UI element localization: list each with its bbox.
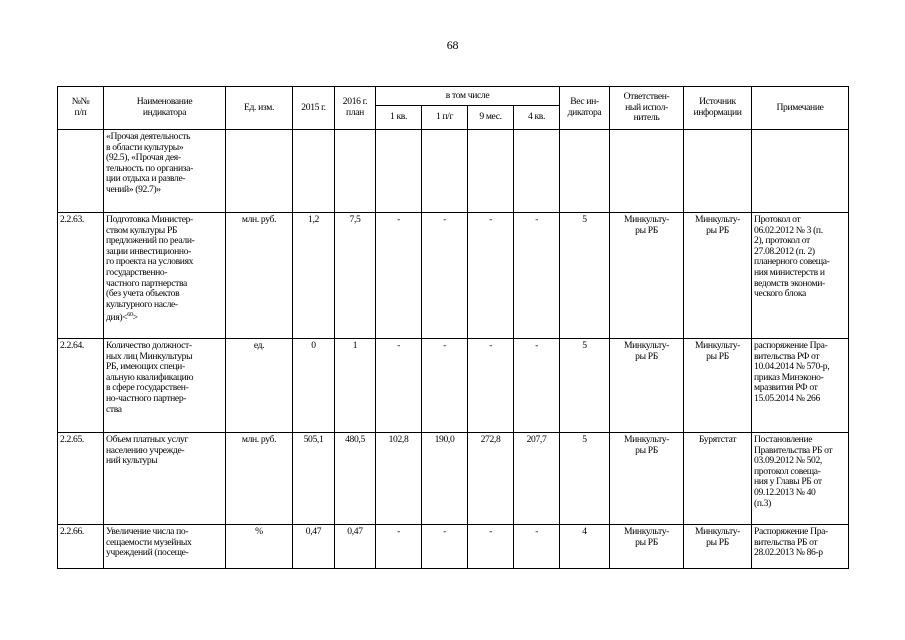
row-2016: 480,5 [335,433,376,525]
row-9m: 272,8 [468,433,514,525]
row-name: «Прочая деятельность в области культуры» (92.5), «Прочая дея- тельность по организа- ции отдыха и развле- чений» (92.7)» [104,130,226,213]
row-unit [226,130,293,213]
row-name: Увеличение числа по- сещаемости музейных учреждений (посеще- [104,525,226,569]
row-9m: - [468,213,514,339]
row-source: Минкульту- ры РБ [684,525,752,569]
header-q1: 1 кв. [376,106,422,130]
row-source: Бурятстат [684,433,752,525]
row-h1: 190,0 [422,433,468,525]
row-2016: 1 [335,339,376,433]
row-name-text: Подготовка Министер- ством культуры РБ предложений по реали- зации инвестиционно- го проекта на условиях государственно- частного партнерства (без учета объектов культурного насле- дия)< [106,214,195,324]
row-2016 [335,130,376,213]
row-q1: - [376,213,422,339]
row-h1 [422,130,468,213]
row-responsible [610,130,684,213]
row-num: 2.2.66. [58,525,104,569]
table-row [58,130,849,213]
header-unit: Ед. изм. [226,87,293,130]
row-num: 2.2.64. [58,339,104,433]
row-note: Протокол от 06.02.2012 № 3 (п. 2), протокол от 27.08.2012 (п. 2) планерного совеща- ния министерств и ведомств экономи- ческого блока [752,213,849,339]
row-q4: - [514,339,560,433]
row-note [752,130,849,213]
header-weight: Вес ин- дикатора [560,87,610,130]
header-source: Источник информации [684,87,752,130]
row-q4: - [514,525,560,569]
header-name: Наименование индикатора [104,87,226,130]
row-q4: 207,7 [514,433,560,525]
header-num: №№ п/п [58,87,104,130]
row-weight: 4 [560,525,610,569]
row-weight [560,130,610,213]
row-unit: млн. руб. [226,213,293,339]
row-q1: - [376,339,422,433]
page-number: 68 [446,38,459,52]
row-name: Объем платных услуг населению учрежде- ний культуры [104,433,226,525]
header-2015: 2015 г. [293,87,335,130]
row-weight: 5 [560,339,610,433]
table-row [58,339,849,433]
header-note: Примечание [752,87,849,130]
row-q1: 102,8 [376,433,422,525]
row-q4: - [514,213,560,339]
table-row [58,433,849,525]
row-9m: - [468,339,514,433]
header-including: в том числе [376,87,560,106]
row-9m: - [468,525,514,569]
row-2015: 0 [293,339,335,433]
header-q4: 4 кв. [514,106,560,130]
header-responsible: Ответствен- ный испол- нитель [610,87,684,130]
row-note: Постановление Правительства РБ от 03.09.2012 № 502, протокол совеща- ния у Главы РБ от 09.12.2013 № 40 (п.3) [752,433,849,525]
row-responsible: Минкульту- ры РБ [610,433,684,525]
row-name-tail: > [132,312,138,324]
row-unit: млн. руб. [226,433,293,525]
row-2015: 1,2 [293,213,335,339]
table-row [58,525,849,569]
row-responsible: Минкульту- ры РБ [610,525,684,569]
row-2015: 0,47 [293,525,335,569]
row-h1: - [422,213,468,339]
row-num: 2.2.63. [58,213,104,339]
footnote-ref: 60 [127,312,133,319]
row-unit: % [226,525,293,569]
table-row [58,213,849,339]
row-source: Минкульту- ры РБ [684,339,752,433]
row-note: Распоряжение Пра- вительства РБ от 28.02.2013 № 86-р [752,525,849,569]
row-source [684,130,752,213]
row-q4 [514,130,560,213]
row-name [104,213,226,339]
row-weight: 5 [560,433,610,525]
row-name: Количество должност- ных лиц Минкультуры РБ, имеющих специ- альную квалификацию в сфере государствен- но-частного партнер- ства [104,339,226,433]
row-h1: - [422,525,468,569]
row-2015: 505,1 [293,433,335,525]
row-weight: 5 [560,213,610,339]
row-h1: - [422,339,468,433]
header-9m: 9 мес. [468,106,514,130]
header-h1: 1 п/г [422,106,468,130]
row-unit: ед. [226,339,293,433]
row-note: распоряжение Пра- вительства РФ от 10.04.2014 № 570-р, приказ Минэконо- мразвития РФ от 15.05.2014 № 266 [752,339,849,433]
header-2016: 2016 г. план [335,87,376,130]
row-2016: 7,5 [335,213,376,339]
row-q1 [376,130,422,213]
row-num [58,130,104,213]
row-source: Минкульту- ры РБ [684,213,752,339]
row-2015 [293,130,335,213]
row-2016: 0,47 [335,525,376,569]
row-responsible: Минкульту- ры РБ [610,213,684,339]
row-q1: - [376,525,422,569]
indicators-table [57,86,849,569]
row-responsible: Минкульту- ры РБ [610,339,684,433]
row-9m [468,130,514,213]
row-num: 2.2.65. [58,433,104,525]
